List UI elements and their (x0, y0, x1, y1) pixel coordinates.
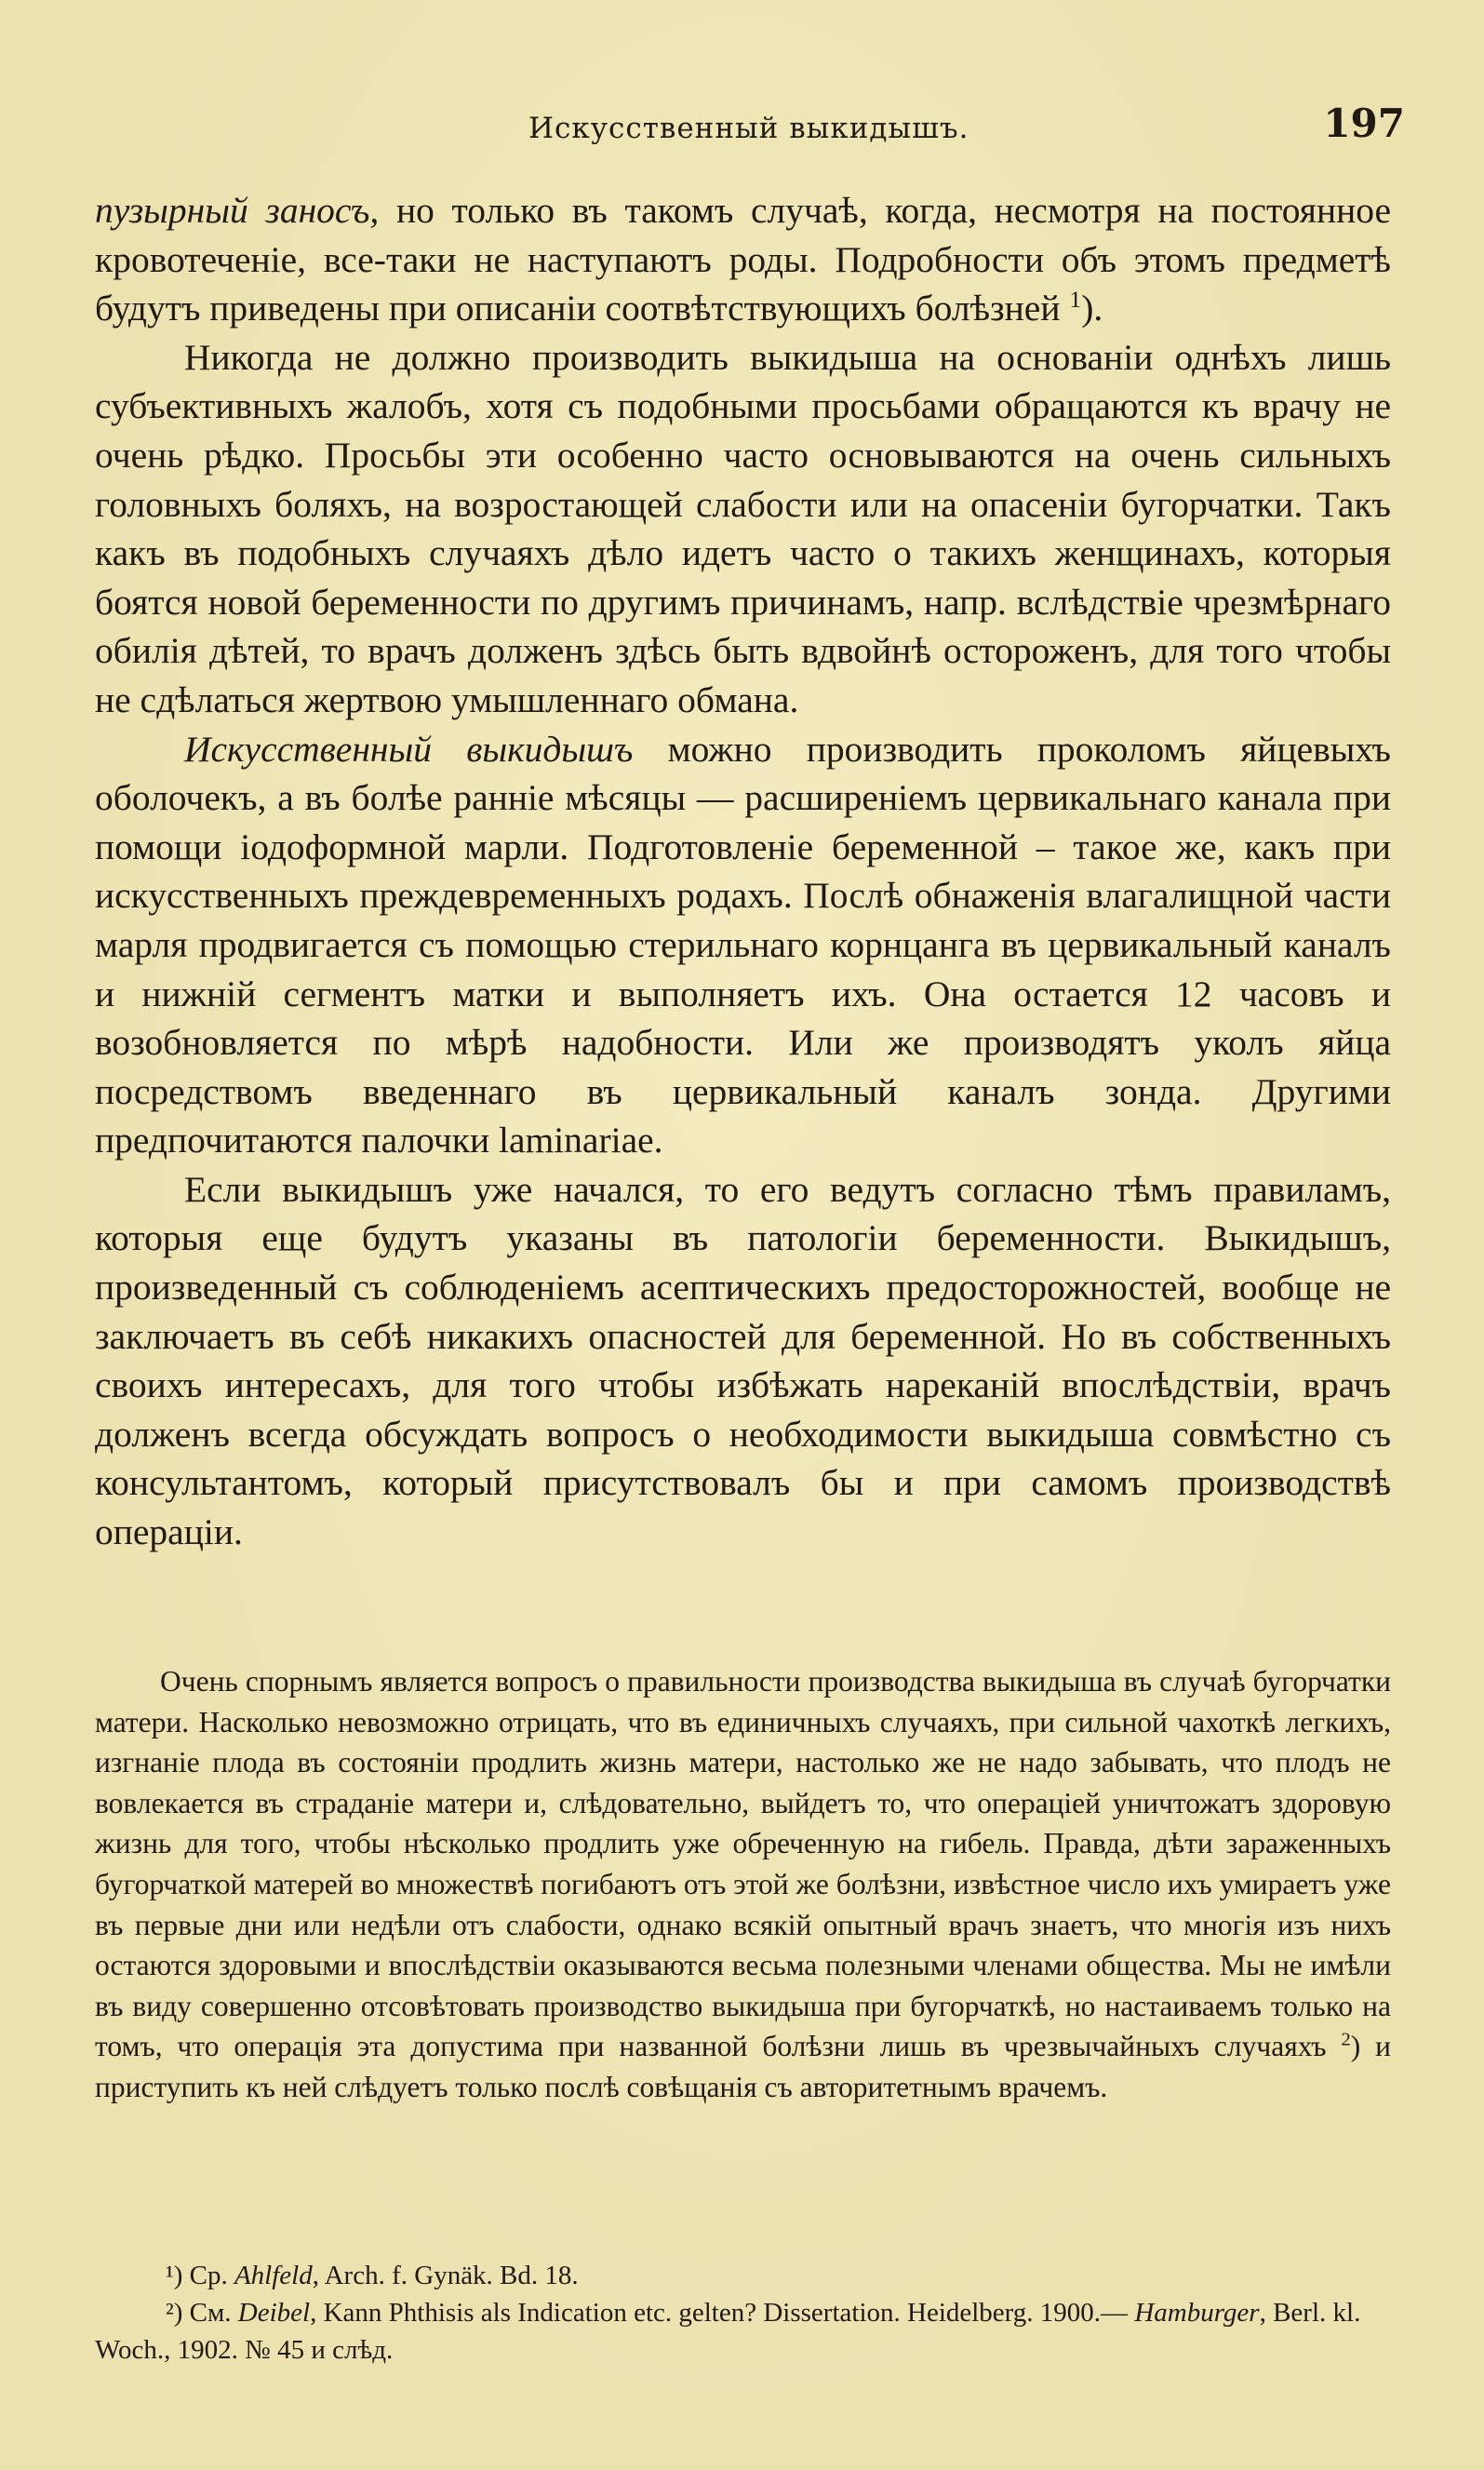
footnote-2 (95, 2294, 1391, 2369)
main-text (95, 186, 1391, 1557)
paragraph-4: Если выкидышъ уже начался, то его ведутъ согласно тѣмъ правиламъ, которыя еще будутъ указаны въ патологіи беременности. Выкидышъ, произведенный съ соблюденіемъ асептическихъ предосторожностей, вообще не заключаетъ въ себѣ никакихъ опасностей для беременной. Но въ собственныхъ своихъ интересахъ, для того чтобы избѣжать нареканій впослѣдствіи, врачъ долженъ всегда обсуждать вопросъ о необходимости выкидыша совмѣстно съ консультантомъ, который присутствовалъ бы и при самомъ производствѣ операціи. (95, 1168, 1391, 1553)
paragraph-text: можно производить проколомъ яйцевыхъ оболочекъ, а въ болѣе ранніе мѣсяцы — расширеніемъ цервикальнаго канала при помощи іодоформной марли. Подготовленіе беременной – такое же, какъ при искусственныхъ преждевременныхъ родахъ. Послѣ обнаженія влагалищной части марля продвигается съ помощью стерильнаго корнцанга въ цервикальный каналъ и нижній сегментъ матки и выполняетъ ихъ. Она остается 12 часовъ и возобновляется по мѣрѣ надобности. Или же производятъ уколъ яйца посредствомъ введеннаго въ цервикальный каналъ зонда. Другими предпочитаются палочки laminariae. (95, 728, 1391, 1161)
footnote-citation: , Arch. f. Gynäk. Bd. 18. (312, 2261, 579, 2290)
italic-term: пузырный заносъ, (95, 190, 380, 231)
page-header (177, 101, 1405, 156)
footnote-citation: , Kann Phthisis als Indication etc. gelten? Dissertation. Heidelberg. 1900.— (310, 2298, 1135, 2328)
page-number: 197 (1323, 101, 1405, 146)
footnote-author: Ahlfeld (234, 2261, 313, 2290)
footnote-author: Deibel (237, 2298, 311, 2328)
paragraph-text: Очень спорнымъ является вопросъ о правильности производства выкидыша въ случаѣ бугорчатки матери. Насколько невозможно отрицать, что въ единичныхъ случаяхъ, при сильной чахоткѣ легкихъ, изгнаніе плода въ состояніи продлить жизнь матери, настолько же не надо забывать, что плодъ не вовлекается въ страданіе матери и, слѣдовательно, выйдетъ то, что операціей уничтожатъ здоровую жизнь для того, чтобы нѣсколько продлить уже обреченную на гибель. Правда, дѣти зараженныхъ бугорчаткой матерей во множествѣ погибаютъ отъ этой же болѣзни, извѣстное число ихъ умираетъ уже въ первые дни или недѣли отъ слабости, однако всякій опытный врачъ знаетъ, что многія изъ нихъ остаются здоровыми и впослѣдствіи оказываются весьма полезными членами общества. Мы не имѣли въ виду совершенно отсовѣтовать производство выкидыша при бугорчаткѣ, но настаиваемъ только на томъ, что операція эта допустима при названной болѣзни лишь въ чрезвычайныхъ случаяхъ (95, 1665, 1391, 2063)
footnotes (95, 2257, 1391, 2369)
footnote-marker: ¹) Ср. (166, 2261, 234, 2290)
paragraph-1 (95, 186, 1391, 333)
footnote-author: Hamburger (1134, 2298, 1260, 2328)
paragraph-3 (95, 725, 1391, 1165)
paragraph-2: Никогда не должно производить выкидыша на основаніи однѣхъ лишь субъективныхъ жалобъ, хотя съ подобными просьбами обращаются къ врачу не очень рѣдко. Просьбы эти особенно часто основываются на очень сильныхъ головныхъ боляхъ, на возростающей слабости или на опасеніи бугорчатки. Такъ какъ въ подобныхъ случаяхъ дѣло идетъ часто о такихъ женщинахъ, которыя боятся новой беременности по другимъ причинамъ, напр. вслѣдствіе чрезмѣрнаго обилія дѣтей, то врачъ долженъ здѣсь быть вдвойнѣ остороженъ, для того чтобы не сдѣлаться жертвою умышленнаго обмана. (95, 336, 1391, 720)
paragraph-text: но только въ такомъ случаѣ, когда, несмотря на постоянное кровотеченіе, все-таки не наступаютъ роды. Подробности объ этомъ предметѣ будутъ приведены при описаніи соотвѣтствующихъ болѣзней (95, 190, 1391, 329)
paragraph-text-end: ) и приступить къ ней слѣдуетъ только послѣ совѣщанія съ авторитетнымъ врачемъ. (95, 2030, 1391, 2103)
paragraph-text-end: ). (1081, 288, 1103, 329)
footnote-ref: 1 (1069, 286, 1082, 314)
running-title: Искусственный выкидышъ. (528, 112, 969, 145)
italic-term: Искусственный выкидышъ (184, 728, 634, 770)
small-print-block (95, 1661, 1391, 2108)
footnote-citation: , Berl. kl. Woch., 1902. № 45 и слѣд. (95, 2298, 1361, 2365)
footnote-ref: 2 (1341, 2029, 1351, 2050)
footnote-marker: ²) См. (166, 2298, 238, 2328)
paragraph-5 (95, 1661, 1391, 2108)
footnote-1 (95, 2257, 1391, 2294)
